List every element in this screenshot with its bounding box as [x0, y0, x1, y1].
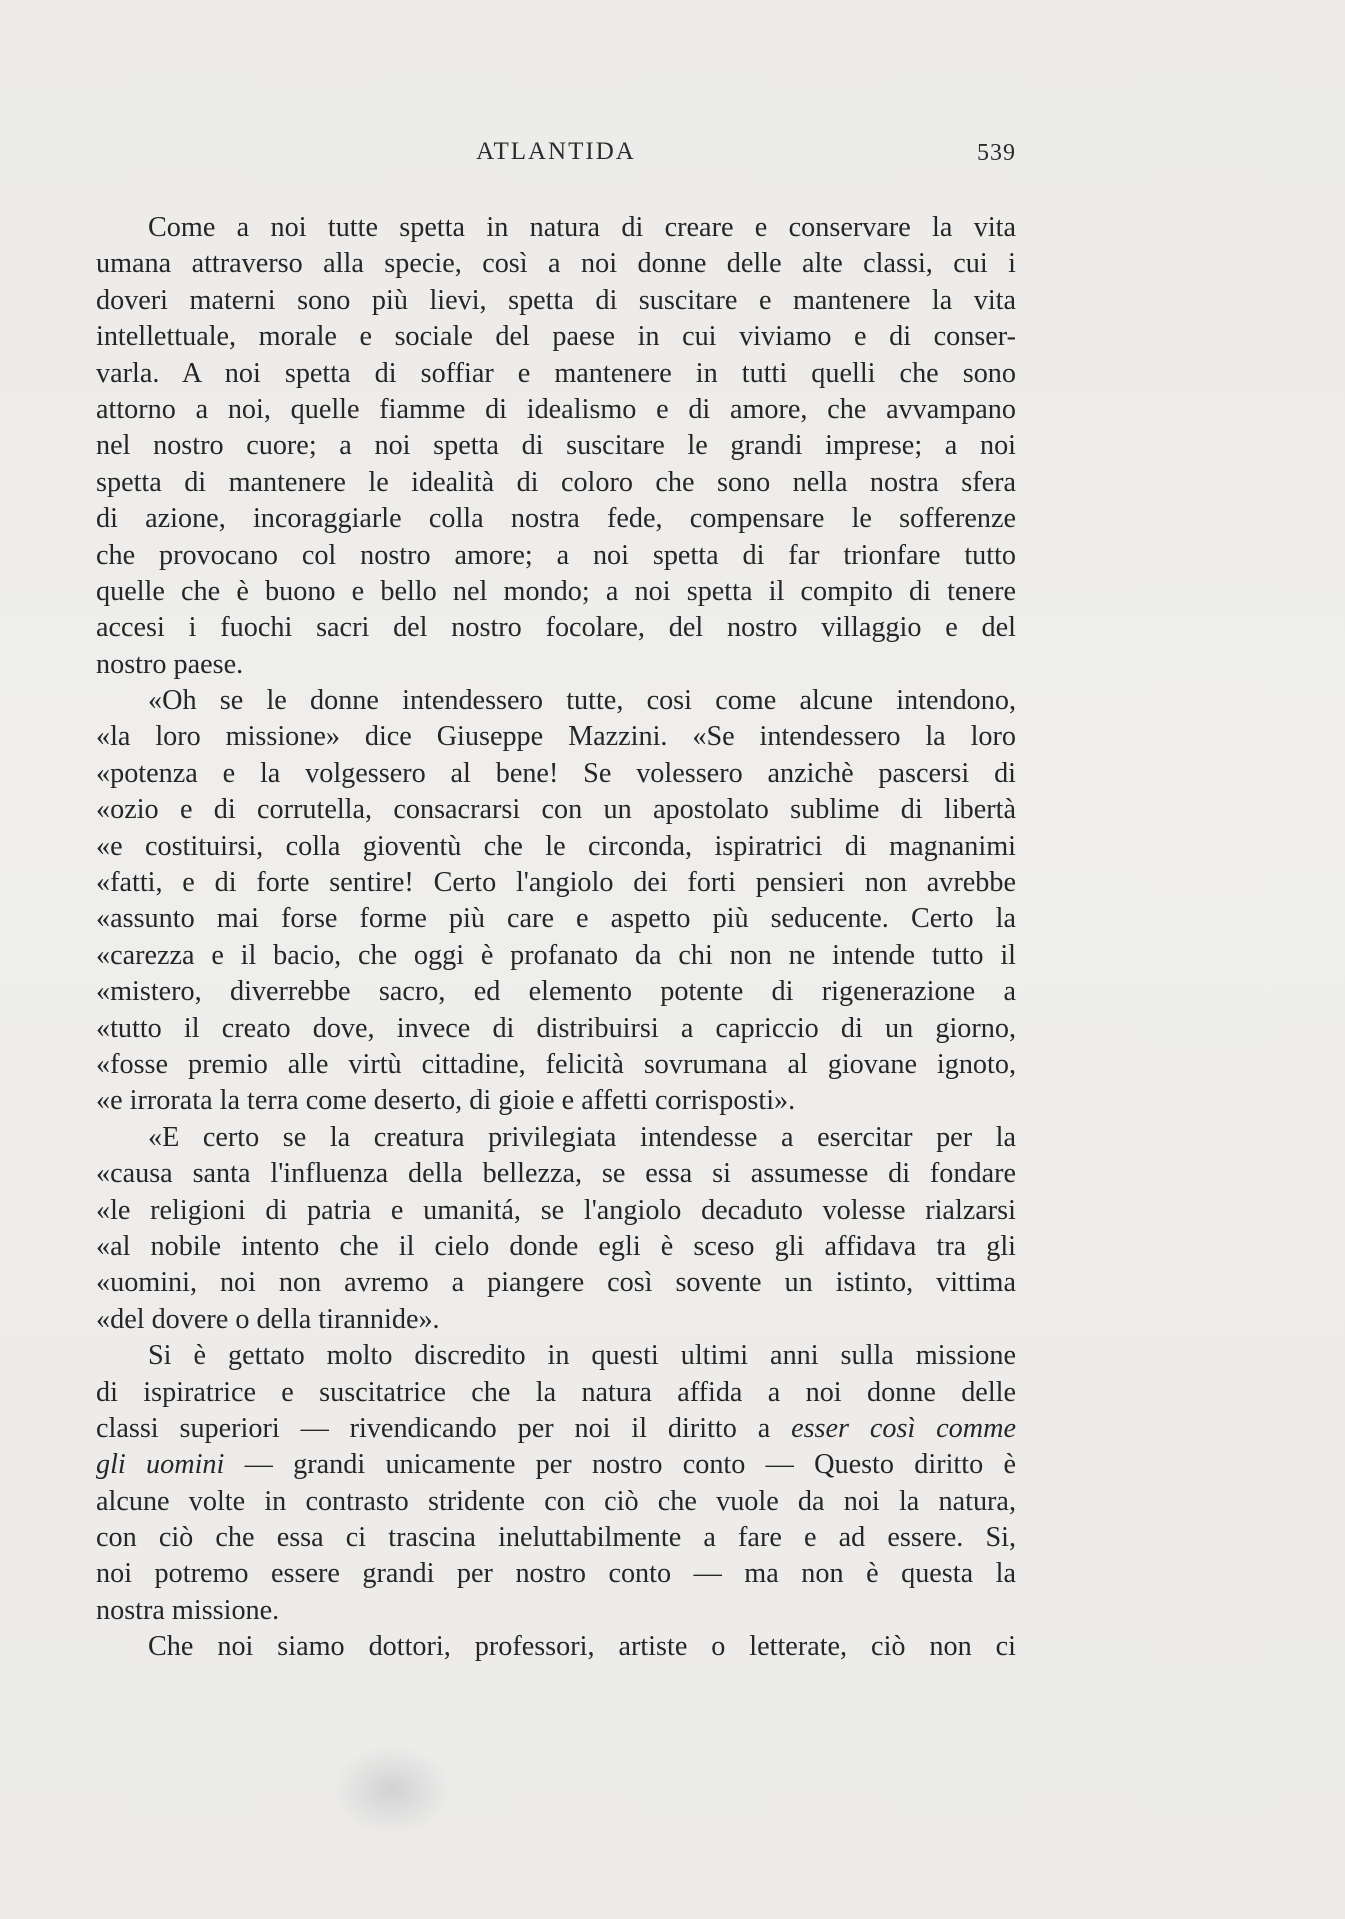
text-line: Che noi siamo dottori, professori, artiste o letterate, ciò non ci [148, 1631, 1016, 1663]
text-line: noi potremo essere grandi per nostro conto — ma non è questa la [96, 1558, 1016, 1590]
text-line: intellettuale, morale e sociale del paese in cui viviamo e di conser- [96, 321, 1016, 353]
text-line: «al nobile intento che il cielo donde egli è sceso gli affidava tra gli [96, 1230, 1016, 1262]
text-line: «carezza e il bacio, che oggi è profanato da chi non ne intende tutto il [96, 939, 1016, 971]
running-title: ATLANTIDA [476, 138, 636, 165]
text-line: di azione, incoraggiarle colla nostra fede, compensare le sofferenze [96, 503, 1016, 535]
text-line [96, 1411, 1016, 1447]
text-line: «fosse premio alle virtù cittadine, felicità sovrumana al giovane ignoto, [96, 1048, 1016, 1080]
text-line: Si è gettato molto discredito in questi ultimi anni sulla missione [148, 1340, 1016, 1372]
text-line: di ispiratrice e suscitatrice che la natura affida a noi donne delle [96, 1376, 1016, 1408]
text-line: «e irrorata la terra come deserto, di gioie e affetti corrisposti». [96, 1085, 796, 1117]
text-line: «E certo se la creatura privilegiata intendesse a esercitar per la [148, 1121, 1016, 1153]
text-line: varla. A noi spetta di soffiar e mantenere in tutti quelli che sono [96, 357, 1016, 389]
text-line: «potenza e la volgessero al bene! Se volessero anzichè pascersi di [96, 757, 1016, 789]
text-line: «tutto il creato dove, invece di distribuirsi a capriccio di un giorno, [96, 1012, 1016, 1044]
text-line: attorno a noi, quelle fiamme di idealismo e di amore, che avvampano [96, 393, 1016, 425]
text-run: classi superiori — rivendicando per noi il diritto a [96, 1412, 792, 1444]
text-line: spetta di mantenere le idealità di coloro che sono nella nostra sfera [96, 466, 1016, 498]
text-line: «e costituirsi, colla gioventù che le circonda, ispiratrici di magnanimi [96, 830, 1016, 862]
text-line: nel nostro cuore; a noi spetta di suscitare le grandi imprese; a noi [96, 430, 1016, 462]
text-line: nostra missione. [96, 1594, 280, 1626]
text-line: Come a noi tutte spetta in natura di creare e conservare la vita [148, 212, 1016, 243]
text-line: «Oh se le donne intendessero tutte, cosi come alcune intendono, [148, 685, 1016, 717]
text-line: «fatti, e di forte sentire! Certo l'angiolo dei forti pensieri non avrebbe [96, 867, 1016, 899]
text-line: «uomini, noi non avremo a piangere così sovente un istinto, vittima [96, 1267, 1016, 1299]
text-line: doveri materni sono più lievi, spetta di suscitare e mantenere la vita [96, 284, 1016, 316]
text-line: quelle che è buono e bello nel mondo; a noi spetta il compito di tenere [96, 575, 1016, 607]
text-line: che provocano col nostro amore; a noi spetta di far trionfare tutto [96, 539, 1016, 571]
italic-run: esser così comme [791, 1412, 1016, 1444]
running-head [96, 138, 1016, 174]
text-line: «la loro missione» dice Giuseppe Mazzini. «Se intendessero la loro [96, 721, 1016, 753]
text-line: «mistero, diverrebbe sacro, ed elemento potente di rigenerazione a [96, 976, 1016, 1008]
text-line: nostro paese. [96, 648, 244, 680]
page-number: 539 [977, 140, 1016, 166]
text-line: accesi i fuochi sacri del nostro focolare, del nostro villaggio e del [96, 612, 1016, 644]
text-line: «causa santa l'influenza della bellezza, se essa si assumesse di fondare [96, 1158, 1016, 1190]
text-run: — grandi unicamente per nostro conto — Questo diritto è [224, 1449, 1016, 1481]
italic-run: gli uomini [96, 1449, 225, 1481]
text-line: «le religioni di patria e umanitá, se l'angiolo decaduto volesse rialzarsi [96, 1194, 1016, 1226]
text-line: «del dovere o della tirannide». [96, 1303, 440, 1335]
body-text [96, 210, 1016, 1666]
text-line: con ciò che essa ci trascina ineluttabilmente a fare e ad essere. Si, [96, 1522, 1016, 1554]
text-line: umana attraverso alla specie, così a noi donne delle alte classi, cui i [96, 248, 1016, 280]
text-line [96, 1447, 1016, 1483]
text-line: «assunto mai forse forme più care e aspetto più seducente. Certo la [96, 903, 1016, 935]
text-line: «ozio e di corrutella, consacrarsi con un apostolato sublime di libertà [96, 794, 1016, 826]
text-line: alcune volte in contrasto stridente con ciò che vuole da noi la natura, [96, 1485, 1016, 1517]
